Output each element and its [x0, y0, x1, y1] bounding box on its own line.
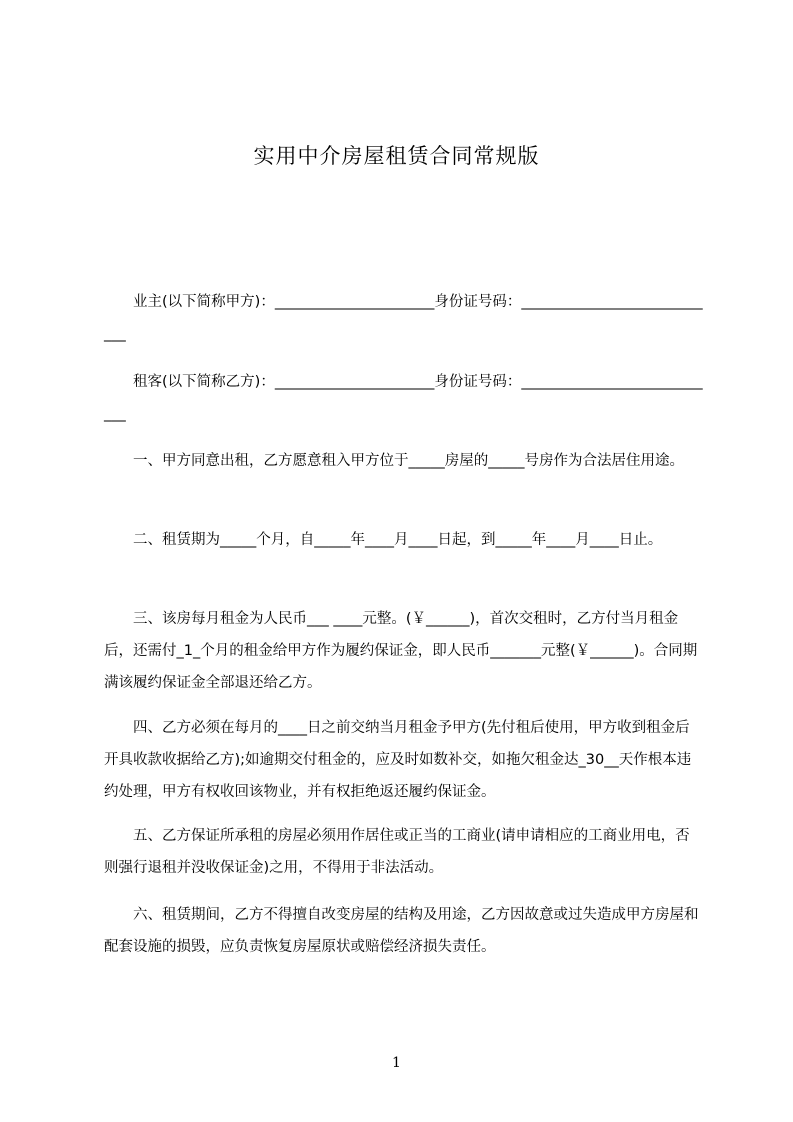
- clause-3: 三、该房每月租金为人民币___ ____元整。(￥______)，首次交租时，乙方付当月租金后，还需付_1_个月的租金给甲方作为履约保证金，即人民币_______元整(￥______)。合同期满该履约保证金全部退还给乙方。: [104, 611, 698, 691]
- clause-4: 四、乙方必须在每月的____日之前交纳当月租金予甲方(先付租后使用，甲方收到租金后开具收款收据给乙方);如逾期交付租金的，应及时如数补交，如拖欠租金达_30__天作根本违约处理，甲方有权收回该物业，并有权拒绝返还履约保证金。: [104, 720, 692, 800]
- landlord-line: 业主(以下简称甲方)：______________________身份证号码：____________________________: [104, 294, 703, 342]
- document-title: 实用中介房屋租赁合同常规版: [253, 144, 540, 168]
- clause-6: 六、租赁期间，乙方不得擅自改变房屋的结构及用途，乙方因故意或过失造成甲方房屋和配套设施的损毁，应负责恢复房屋原状或赔偿经济损失责任。: [104, 907, 699, 955]
- tenant-line: 租客(以下简称乙方)：______________________身份证号码：____________________________: [104, 374, 703, 422]
- clause-1: 一、甲方同意出租，乙方愿意租入甲方位于_____房屋的_____号房作为合法居住用途。: [133, 453, 684, 469]
- page-number: 1: [392, 1055, 401, 1071]
- clause-5: 五、乙方保证所承租的房屋必须用作居住或正当的工商业(请申请相应的工商业用电，否则强行退租并没收保证金)之用，不得用于非法活动。: [104, 828, 690, 876]
- clause-2: 二、租赁期为_____个月，自_____年____月____日起，到_____年____月____日止。: [133, 532, 663, 548]
